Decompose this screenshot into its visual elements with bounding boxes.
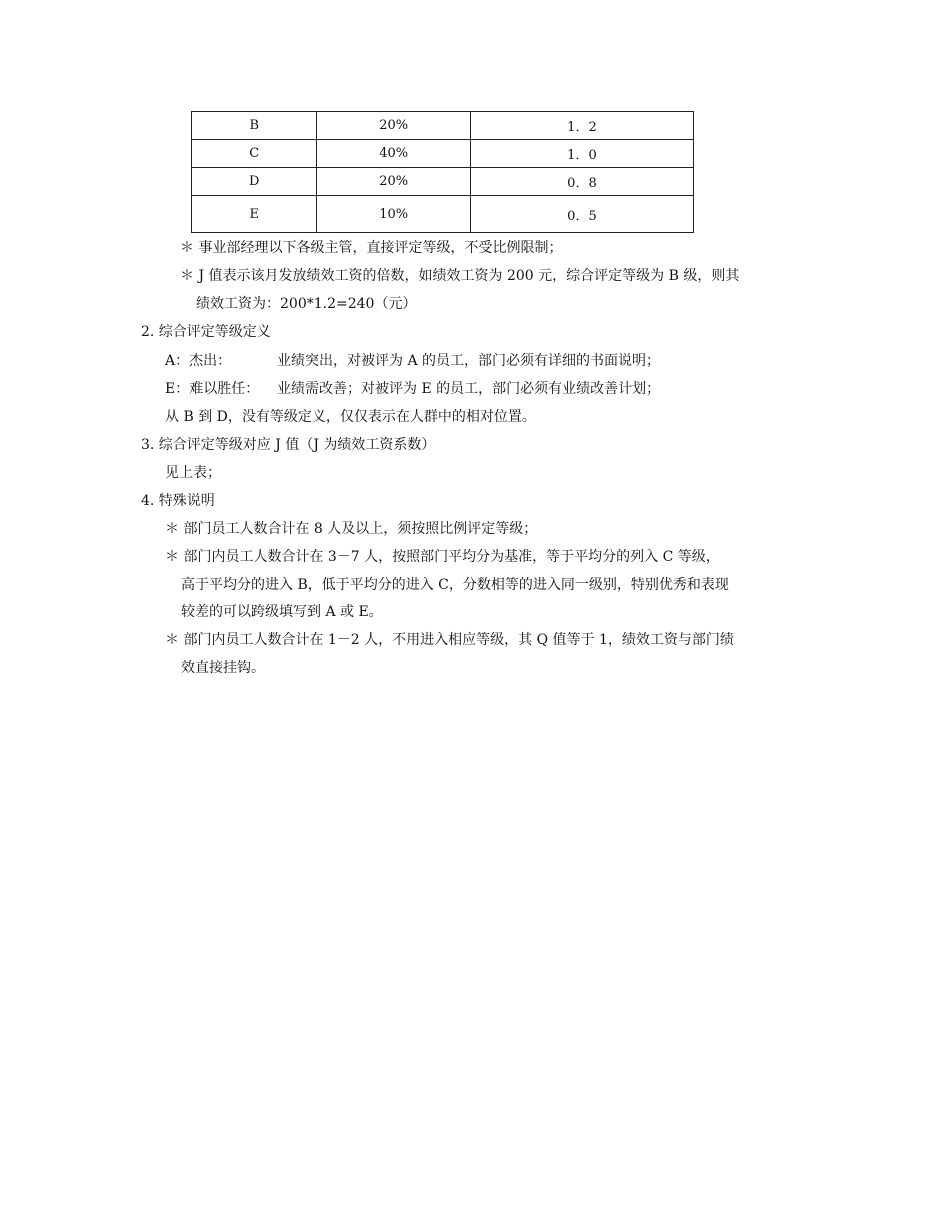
- grade-b-to-d-note: 从 B 到 D，没有等级定义，仅仅表示在人群中的相对位置。: [165, 409, 536, 425]
- special-note-2-line2: 高于平均分的进入 B，低于平均分的进入 C，分数相等的进入同一级别，特别优秀和表现: [181, 577, 729, 593]
- note-j-value-line2: 绩效工资为：200*1.2=240（元）: [196, 296, 417, 312]
- grade-cell: E: [192, 196, 317, 233]
- grade-a-text: 业绩突出，对被评为 A 的员工，部门必须有详细的书面说明；: [277, 353, 661, 369]
- grade-e-label: E：难以胜任：: [165, 381, 260, 397]
- section-4-heading: 4. 特殊说明: [141, 493, 215, 509]
- ratio-cell: 20%: [317, 112, 470, 140]
- grade-cell: C: [192, 140, 317, 168]
- note-j-value-line1: ＊ J 值表示该月发放绩效工资的倍数，如绩效工资为 200 元，综合评定等级为 B 级，则其: [180, 268, 740, 284]
- special-note-1: ＊ 部门员工人数合计在 8 人及以上，须按照比例评定等级；: [165, 521, 538, 537]
- special-note-3-line1: ＊ 部门内员工人数合计在 1－2 人，不用进入相应等级，其 Q 值等于 1，绩效工资与部门绩: [165, 632, 734, 648]
- grade-cell: B: [192, 112, 317, 140]
- table-row: [192, 196, 694, 233]
- grade-e-text: 业绩需改善；对被评为 E 的员工，部门必须有业绩改善计划；: [277, 381, 661, 397]
- section-3-heading: 3. 综合评定等级对应 J 值（J 为绩效工资系数）: [141, 437, 436, 453]
- j-value-cell: 1．2: [470, 112, 693, 140]
- table-row: [192, 168, 694, 196]
- j-value-cell: 0．8: [470, 168, 693, 196]
- grade-ratio-table: [191, 111, 694, 233]
- special-note-2-line1: ＊ 部门内员工人数合计在 3－7 人，按照部门平均分为基准，等于平均分的列入 C 等级，: [165, 549, 720, 565]
- ratio-cell: 10%: [317, 196, 470, 233]
- special-note-3-line2: 效直接挂钩。: [181, 660, 265, 676]
- section-2-heading: 2. 综合评定等级定义: [141, 324, 271, 340]
- note-no-ratio-limit: ＊ 事业部经理以下各级主管，直接评定等级，不受比例限制；: [180, 240, 563, 256]
- grade-cell: D: [192, 168, 317, 196]
- section-3-text: 见上表；: [165, 465, 221, 481]
- grade-a-label: A：杰出：: [165, 353, 232, 369]
- special-note-2-line3: 较差的可以跨级填写到 A 或 E。: [181, 604, 383, 620]
- ratio-cell: 20%: [317, 168, 470, 196]
- grade-e-definition: [165, 379, 660, 399]
- table-row: [192, 140, 694, 168]
- grade-a-definition: [165, 351, 660, 371]
- j-value-cell: 0．5: [470, 196, 693, 233]
- ratio-cell: 40%: [317, 140, 470, 168]
- j-value-cell: 1．0: [470, 140, 693, 168]
- table-row: [192, 112, 694, 140]
